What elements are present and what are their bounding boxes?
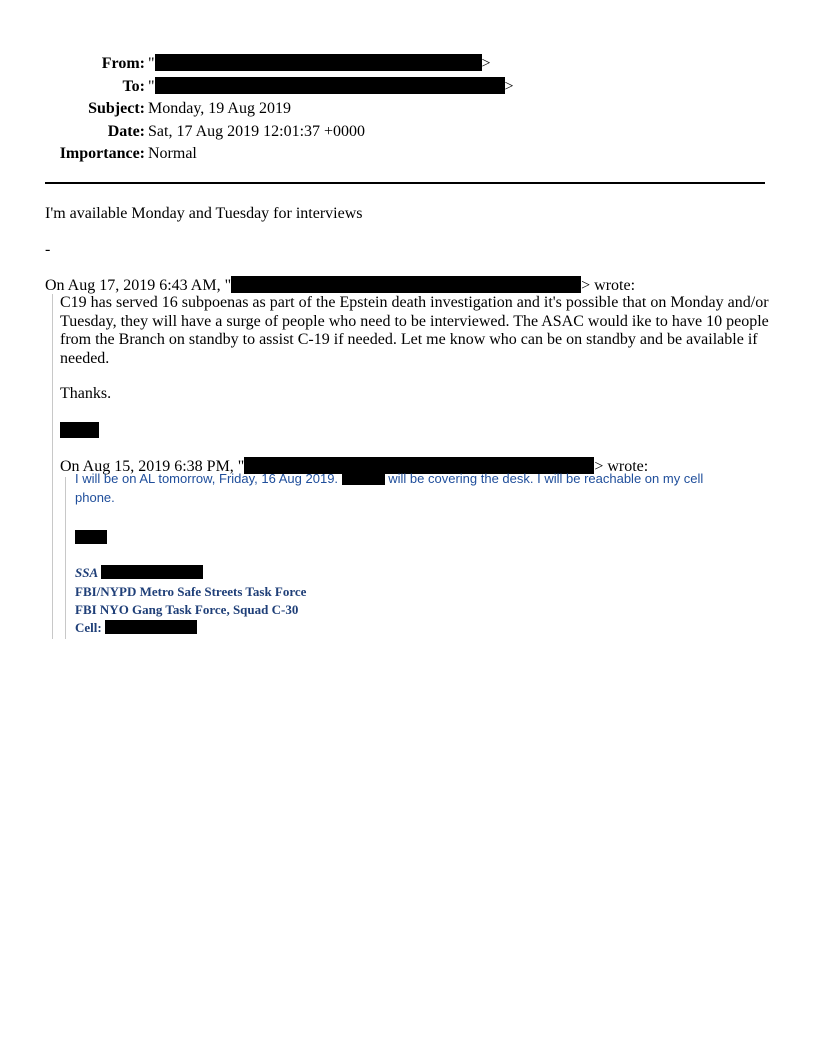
quote1-paragraph: C19 has served 16 subpoenas as part of the Epstein death investigation and it's possible that on Monday and/or Tuesday, they will have a surge of people who need to be interviewed. The ASAC would ike to have 10 people from the Branch on standby to assist C-19 if needed. Let me know who can be on standby and be available if needed. — [60, 294, 769, 367]
from-value: " > — [148, 55, 491, 72]
date-row — [45, 121, 765, 144]
quote2-intro: On Aug 15, 2019 6:38 PM, " > wrote: — [60, 458, 649, 475]
to-value: " > — [148, 77, 514, 95]
subject-row — [45, 98, 765, 121]
quoted-message-1 — [52, 294, 773, 639]
redaction-block — [342, 471, 385, 485]
importance-value: Normal — [148, 145, 197, 162]
header-divider — [45, 182, 765, 184]
reply-dash: - — [45, 241, 51, 258]
quote1-intro: On Aug 17, 2019 6:43 AM, " > wrote: — [45, 277, 636, 294]
redaction-block — [75, 530, 107, 544]
reply-text: I'm available Monday and Tuesday for interviews — [45, 205, 363, 222]
to-label: To: — [122, 77, 145, 95]
importance-label: Importance: — [59, 145, 145, 162]
date-value: Sat, 17 Aug 2019 12:01:37 +0000 — [148, 122, 366, 140]
quoted-message-2 — [65, 471, 756, 639]
redaction-block — [101, 565, 203, 579]
from-row — [45, 53, 765, 76]
from-label: From: — [101, 55, 145, 72]
quote2-text: I will be on AL tomorrow, Friday, 16 Aug 2019. will be covering the desk. I will be reachable on my cell phone. — [75, 471, 704, 505]
date-label: Date: — [107, 122, 145, 140]
redaction-block — [155, 77, 505, 94]
signature-line-1: FBI/NYPD Metro Safe Streets Task Force — [75, 584, 307, 599]
subject-value: Monday, 19 Aug 2019 — [148, 100, 291, 117]
quote1-thanks: Thanks. — [60, 385, 112, 402]
redaction-block — [231, 276, 581, 293]
signature-cell: Cell: — [75, 620, 197, 636]
importance-row — [45, 143, 765, 166]
email-header — [45, 53, 765, 166]
redaction-block — [60, 422, 99, 438]
redaction-block — [155, 54, 482, 71]
to-row — [45, 76, 765, 99]
subject-label: Subject: — [88, 100, 145, 117]
signature-title: SSA — [75, 565, 203, 581]
signature-line-2: FBI NYO Gang Task Force, Squad C-30 — [75, 602, 299, 617]
redaction-block — [105, 620, 197, 634]
